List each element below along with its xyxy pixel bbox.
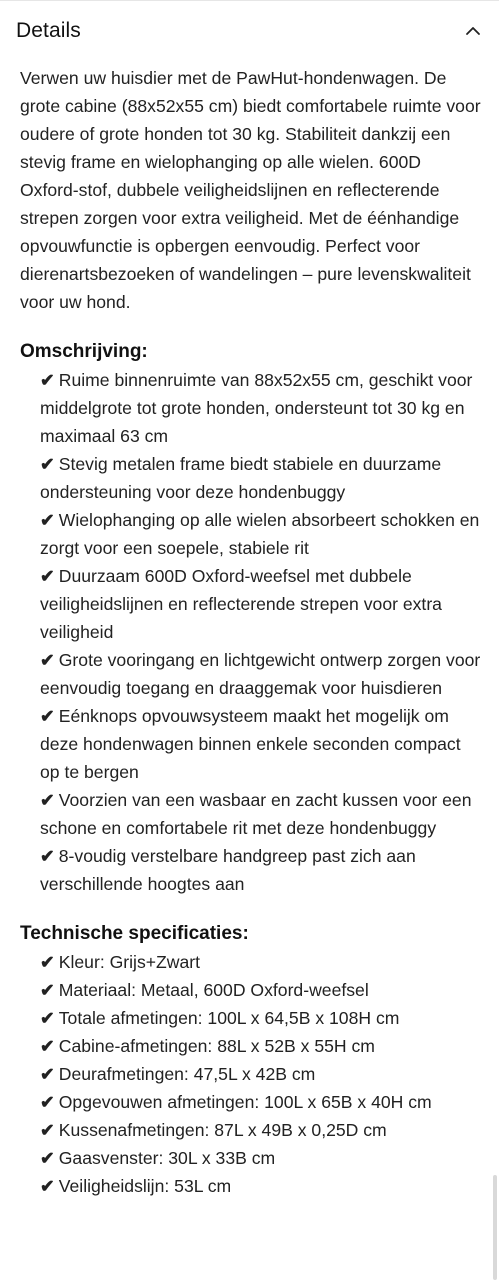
spec-item (40, 1060, 483, 1088)
omschrijving-item (40, 366, 483, 450)
details-accordion-header[interactable] (16, 12, 487, 50)
spec-item-text: Kleur: Grijs+Zwart (58, 952, 201, 972)
spec-item (40, 948, 483, 976)
details-title: Details (16, 19, 81, 42)
spec-item-text: Opgevouwen afmetingen: 100L x 65B x 40H cm (58, 1092, 432, 1112)
checkmark-icon: ✔ (40, 706, 55, 726)
checkmark-icon: ✔ (40, 1120, 55, 1140)
spec-item (40, 1032, 483, 1060)
top-divider (0, 0, 499, 1)
spec-item-text: Gaasvenster: 30L x 33B cm (58, 1148, 276, 1168)
omschrijving-heading: Omschrijving: (20, 341, 148, 362)
spec-item (40, 976, 483, 1004)
specificaties-list (20, 948, 483, 1200)
spec-item (40, 1144, 483, 1172)
checkmark-icon: ✔ (40, 1008, 55, 1028)
product-intro-text: Verwen uw huisdier met de PawHut-hondenwagen. De grote cabine (88x52x55 cm) biedt comfortabele ruimte voor oudere of grote honden tot 30 kg. Stabiliteit dankzij een stevig frame en wielophanging op alle wielen. 600D Oxford-stof, dubbele veiligheidslijnen en reflecterende strepen zorgen voor extra veiligheid. Met de éénhandige opvouwfunctie is opbergen eenvoudig. Perfect voor dierenartsbezoeken of wandelingen – pure levenskwaliteit voor uw hond. (20, 68, 481, 312)
spec-item (40, 1116, 483, 1144)
details-content (20, 64, 483, 1200)
omschrijving-item-text: Wielophanging op alle wielen absorbeert schokken en zorgt voor een soepele, stabiele rit (40, 510, 480, 558)
checkmark-icon: ✔ (40, 1064, 55, 1084)
spec-item-text: Kussenafmetingen: 87L x 49B x 0,25D cm (58, 1120, 387, 1140)
checkmark-icon: ✔ (40, 1036, 55, 1056)
omschrijving-item-text: Voorzien van een wasbaar en zacht kussen voor een schone en comfortabele rit met deze hondenbuggy (40, 790, 472, 838)
chevron-up-icon[interactable] (459, 17, 487, 45)
checkmark-icon: ✔ (40, 650, 55, 670)
checkmark-icon: ✔ (40, 952, 55, 972)
checkmark-icon: ✔ (40, 510, 55, 530)
spec-item-text: Cabine-afmetingen: 88L x 52B x 55H cm (58, 1036, 375, 1056)
omschrijving-item (40, 702, 483, 786)
checkmark-icon: ✔ (40, 1148, 55, 1168)
spec-item-text: Totale afmetingen: 100L x 64,5B x 108H cm (58, 1008, 400, 1028)
spec-item-text: Veiligheidslijn: 53L cm (58, 1176, 232, 1196)
omschrijving-item-text: Grote vooringang en lichtgewicht ontwerp zorgen voor eenvoudig toegang en draaggemak voor huisdieren (40, 650, 481, 698)
spec-item-text: Deurafmetingen: 47,5L x 42B cm (58, 1064, 316, 1084)
checkmark-icon: ✔ (40, 846, 55, 866)
spec-item (40, 1004, 483, 1032)
checkmark-icon: ✔ (40, 370, 55, 390)
specificaties-heading: Technische specificaties: (20, 923, 249, 944)
checkmark-icon: ✔ (40, 566, 55, 586)
omschrijving-item-text: Eénknops opvouwsysteem maakt het mogelijk om deze hondenwagen binnen enkele seconden compact op te bergen (40, 706, 461, 782)
spec-item (40, 1088, 483, 1116)
omschrijving-item (40, 562, 483, 646)
omschrijving-list (20, 366, 483, 898)
checkmark-icon: ✔ (40, 980, 55, 1000)
checkmark-icon: ✔ (40, 1176, 55, 1196)
checkmark-icon: ✔ (40, 454, 55, 474)
omschrijving-item-text: 8-voudig verstelbare handgreep past zich aan verschillende hoogtes aan (40, 846, 416, 894)
spec-item-text: Materiaal: Metaal, 600D Oxford-weefsel (58, 980, 369, 1000)
omschrijving-item-text: Duurzaam 600D Oxford-weefsel met dubbele veiligheidslijnen en reflecterende strepen voor extra veiligheid (40, 566, 442, 642)
omschrijving-item-text: Ruime binnenruimte van 88x52x55 cm, geschikt voor middelgrote tot grote honden, ondersteunt tot 30 kg en maximaal 63 cm (40, 370, 473, 446)
omschrijving-item (40, 646, 483, 702)
spec-item (40, 1172, 483, 1200)
omschrijving-item (40, 450, 483, 506)
omschrijving-item (40, 506, 483, 562)
omschrijving-item (40, 842, 483, 898)
checkmark-icon: ✔ (40, 790, 55, 810)
omschrijving-item (40, 786, 483, 842)
checkmark-icon: ✔ (40, 1092, 55, 1112)
scrollbar-thumb[interactable] (493, 1175, 497, 1280)
omschrijving-item-text: Stevig metalen frame biedt stabiele en duurzame ondersteuning voor deze hondenbuggy (40, 454, 442, 502)
